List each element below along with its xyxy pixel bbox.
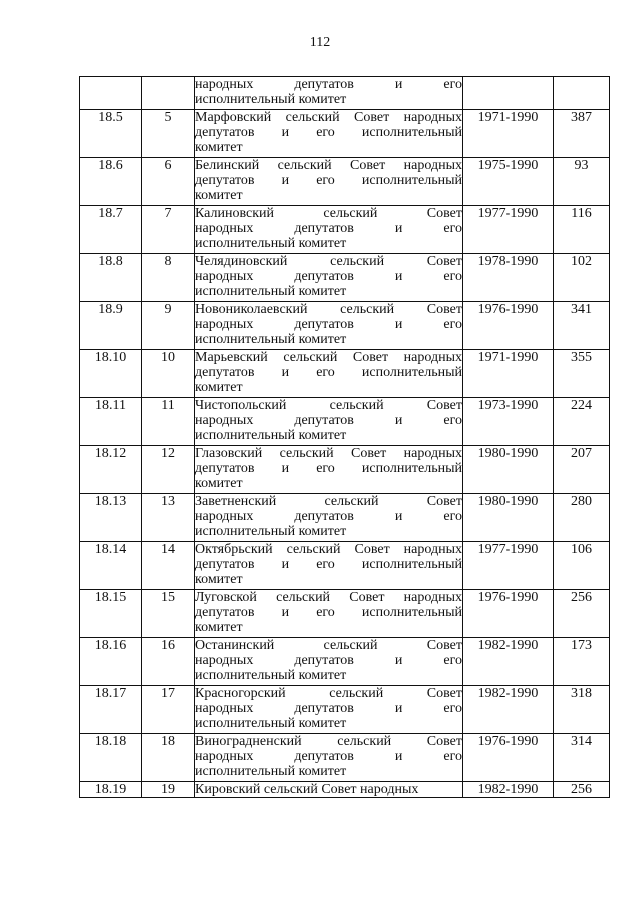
council-name-line: народных депутатов и его xyxy=(195,749,462,764)
council-name-line: комитет xyxy=(195,620,243,635)
council-name-cell xyxy=(195,398,463,446)
council-name-line: исполнительный комитет xyxy=(195,92,347,107)
years-cell: 1977-1990 xyxy=(463,542,554,590)
years-cell: 1976-1990 xyxy=(463,734,554,782)
section-number-cell: 18.19 xyxy=(80,782,142,798)
years-cell: 1976-1990 xyxy=(463,590,554,638)
table-row xyxy=(80,398,610,446)
file-count-cell: 280 xyxy=(554,494,610,542)
item-number-cell: 10 xyxy=(142,350,195,398)
item-number-cell: 9 xyxy=(142,302,195,350)
years-cell xyxy=(463,77,554,110)
table-row xyxy=(80,206,610,254)
council-name-line: Заветненский сельский Совет xyxy=(195,494,462,509)
years-cell: 1978-1990 xyxy=(463,254,554,302)
table-row xyxy=(80,638,610,686)
section-number-cell: 18.15 xyxy=(80,590,142,638)
file-count-cell: 256 xyxy=(554,590,610,638)
file-count-cell: 106 xyxy=(554,542,610,590)
council-name-line: Глазовский сельский Совет народных xyxy=(195,446,462,461)
council-name-line: Калиновский сельский Совет xyxy=(195,206,462,221)
council-name-line: народных депутатов и его xyxy=(195,653,462,668)
section-number-cell: 18.10 xyxy=(80,350,142,398)
file-count-cell: 318 xyxy=(554,686,610,734)
item-number-cell: 16 xyxy=(142,638,195,686)
years-cell: 1980-1990 xyxy=(463,494,554,542)
item-number-cell: 8 xyxy=(142,254,195,302)
council-name-cell xyxy=(195,782,463,798)
section-number-cell: 18.11 xyxy=(80,398,142,446)
council-name-line: комитет xyxy=(195,380,243,395)
item-number-cell: 17 xyxy=(142,686,195,734)
table-body xyxy=(80,77,610,798)
years-cell: 1971-1990 xyxy=(463,350,554,398)
table-row xyxy=(80,158,610,206)
council-name-cell xyxy=(195,590,463,638)
council-name-line: депутатов и его исполнительный xyxy=(195,461,462,476)
council-name-line: Челядиновский сельский Совет xyxy=(195,254,462,269)
file-count-cell: 207 xyxy=(554,446,610,494)
table-row xyxy=(80,446,610,494)
years-cell: 1980-1990 xyxy=(463,446,554,494)
council-name-line: депутатов и его исполнительный xyxy=(195,557,462,572)
item-number-cell: 14 xyxy=(142,542,195,590)
council-name-line: Марьевский сельский Совет народных xyxy=(195,350,462,365)
file-count-cell: 173 xyxy=(554,638,610,686)
council-name-line: народных депутатов и его xyxy=(195,269,462,284)
table-row xyxy=(80,350,610,398)
council-name-line: народных депутатов и его xyxy=(195,413,462,428)
section-number-cell: 18.16 xyxy=(80,638,142,686)
council-name-line: депутатов и его исполнительный xyxy=(195,365,462,380)
file-count-cell: 224 xyxy=(554,398,610,446)
item-number-cell: 15 xyxy=(142,590,195,638)
council-name-line: исполнительный комитет xyxy=(195,428,347,443)
council-name-line: комитет xyxy=(195,140,243,155)
table-row xyxy=(80,734,610,782)
table-row xyxy=(80,542,610,590)
council-name-cell xyxy=(195,158,463,206)
item-number-cell: 11 xyxy=(142,398,195,446)
council-name-line: комитет xyxy=(195,572,243,587)
section-number-cell: 18.7 xyxy=(80,206,142,254)
archive-table xyxy=(79,76,610,798)
table-row xyxy=(80,302,610,350)
council-name-line: комитет xyxy=(195,188,243,203)
council-name-cell xyxy=(195,206,463,254)
years-cell: 1975-1990 xyxy=(463,158,554,206)
council-name-line: Новониколаевский сельский Совет xyxy=(195,302,462,317)
item-number-cell: 5 xyxy=(142,110,195,158)
item-number-cell: 19 xyxy=(142,782,195,798)
table-row xyxy=(80,782,610,798)
council-name-line: исполнительный комитет xyxy=(195,764,347,779)
years-cell: 1973-1990 xyxy=(463,398,554,446)
item-number-cell: 6 xyxy=(142,158,195,206)
council-name-cell xyxy=(195,302,463,350)
council-name-line: Кировский сельский Совет народных xyxy=(195,782,419,797)
council-name-line: народных депутатов и его xyxy=(195,701,462,716)
council-name-cell xyxy=(195,446,463,494)
table-row xyxy=(80,494,610,542)
years-cell: 1977-1990 xyxy=(463,206,554,254)
page-number: 112 xyxy=(309,35,331,50)
council-name-line: исполнительный комитет xyxy=(195,524,347,539)
council-name-line: исполнительный комитет xyxy=(195,716,347,731)
council-name-cell xyxy=(195,254,463,302)
section-number-cell xyxy=(80,77,142,110)
years-cell: 1982-1990 xyxy=(463,686,554,734)
council-name-line: Красногорский сельский Совет xyxy=(195,686,462,701)
council-name-line: комитет xyxy=(195,476,243,491)
years-cell: 1982-1990 xyxy=(463,638,554,686)
file-count-cell: 341 xyxy=(554,302,610,350)
council-name-line: народных депутатов и его xyxy=(195,221,462,236)
table-row xyxy=(80,590,610,638)
council-name-line: Останинский сельский Совет xyxy=(195,638,462,653)
item-number-cell: 13 xyxy=(142,494,195,542)
item-number-cell: 7 xyxy=(142,206,195,254)
council-name-line: депутатов и его исполнительный xyxy=(195,605,462,620)
council-name-line: исполнительный комитет xyxy=(195,284,347,299)
section-number-cell: 18.6 xyxy=(80,158,142,206)
council-name-cell xyxy=(195,686,463,734)
council-name-line: народных депутатов и его xyxy=(195,317,462,332)
council-name-line: исполнительный комитет xyxy=(195,332,347,347)
table-row xyxy=(80,254,610,302)
council-name-line: исполнительный комитет xyxy=(195,668,347,683)
council-name-line: Луговской сельский Совет народных xyxy=(195,590,462,605)
section-number-cell: 18.17 xyxy=(80,686,142,734)
table-row xyxy=(80,110,610,158)
item-number-cell: 18 xyxy=(142,734,195,782)
council-name-cell xyxy=(195,638,463,686)
table-row xyxy=(80,686,610,734)
table-row xyxy=(80,77,610,110)
file-count-cell: 116 xyxy=(554,206,610,254)
council-name-cell xyxy=(195,494,463,542)
council-name-cell xyxy=(195,734,463,782)
council-name-line: народных депутатов и его xyxy=(195,77,462,92)
section-number-cell: 18.9 xyxy=(80,302,142,350)
council-name-line: Чистопольский сельский Совет xyxy=(195,398,462,413)
section-number-cell: 18.12 xyxy=(80,446,142,494)
council-name-line: Белинский сельский Совет народных xyxy=(195,158,462,173)
council-name-line: исполнительный комитет xyxy=(195,236,347,251)
years-cell: 1982-1990 xyxy=(463,782,554,798)
council-name-line: Марфовский сельский Совет народных xyxy=(195,110,462,125)
years-cell: 1976-1990 xyxy=(463,302,554,350)
council-name-cell xyxy=(195,77,463,110)
item-number-cell: 12 xyxy=(142,446,195,494)
council-name-line: Виноградненский сельский Совет xyxy=(195,734,462,749)
council-name-line: депутатов и его исполнительный xyxy=(195,173,462,188)
council-name-line: народных депутатов и его xyxy=(195,509,462,524)
section-number-cell: 18.5 xyxy=(80,110,142,158)
council-name-cell xyxy=(195,350,463,398)
council-name-cell xyxy=(195,110,463,158)
file-count-cell: 93 xyxy=(554,158,610,206)
file-count-cell: 314 xyxy=(554,734,610,782)
file-count-cell xyxy=(554,77,610,110)
section-number-cell: 18.14 xyxy=(80,542,142,590)
council-name-line: депутатов и его исполнительный xyxy=(195,125,462,140)
file-count-cell: 102 xyxy=(554,254,610,302)
file-count-cell: 355 xyxy=(554,350,610,398)
council-name-line: Октябрьский сельский Совет народных xyxy=(195,542,462,557)
section-number-cell: 18.18 xyxy=(80,734,142,782)
file-count-cell: 256 xyxy=(554,782,610,798)
item-number-cell xyxy=(142,77,195,110)
section-number-cell: 18.8 xyxy=(80,254,142,302)
section-number-cell: 18.13 xyxy=(80,494,142,542)
council-name-cell xyxy=(195,542,463,590)
file-count-cell: 387 xyxy=(554,110,610,158)
years-cell: 1971-1990 xyxy=(463,110,554,158)
